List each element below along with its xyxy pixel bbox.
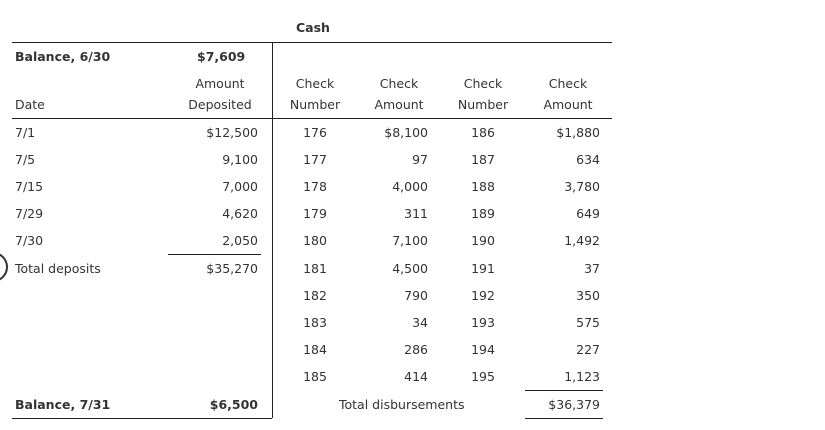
deposit-amount: 2,050 <box>222 233 258 248</box>
account-title: Cash <box>296 20 330 35</box>
check-number: 191 <box>471 261 495 276</box>
check-number: 180 <box>303 233 327 248</box>
check-amount: 286 <box>404 342 428 357</box>
check-amount: 311 <box>404 206 428 221</box>
check-number-header-1-line1: Check <box>295 76 335 91</box>
deposit-amount: $12,500 <box>206 125 258 140</box>
amount-header-line1: Amount <box>195 76 245 91</box>
total-disbursements-label: Total disbursements <box>339 397 465 412</box>
check-number-header-2-line1: Check <box>463 76 503 91</box>
check-amount: 634 <box>576 152 600 167</box>
check-number-header-2-line2: Number <box>457 97 509 112</box>
check-number: 176 <box>303 125 327 140</box>
deposits-total-rule <box>168 254 261 255</box>
check-number: 179 <box>303 206 327 221</box>
check-number: 193 <box>471 315 495 330</box>
check-amount-header-1-line2: Amount <box>374 97 424 112</box>
check-amount: 97 <box>412 152 428 167</box>
check-amount: 4,500 <box>392 261 428 276</box>
amount-header-line2: Deposited <box>188 97 252 112</box>
deposit-date: 7/30 <box>15 233 44 248</box>
check-number: 195 <box>471 369 495 384</box>
check-amount: 414 <box>404 369 428 384</box>
check-amount: 649 <box>576 206 600 221</box>
date-header: Date <box>15 97 45 112</box>
deposit-amount: 4,620 <box>222 206 258 221</box>
check-amount: 3,780 <box>564 179 600 194</box>
check-amount: 1,123 <box>564 369 600 384</box>
check-amount: 575 <box>576 315 600 330</box>
bottom-rule-right <box>525 418 603 419</box>
check-amount-header-1-line1: Check <box>379 76 419 91</box>
check-amount: $1,880 <box>556 125 600 140</box>
check-number: 186 <box>471 125 495 140</box>
check-amount: 4,000 <box>392 179 428 194</box>
check-number: 194 <box>471 342 495 357</box>
check-amount-header-2-line1: Check <box>548 76 588 91</box>
total-deposits-amount: $35,270 <box>206 261 258 276</box>
check-number: 188 <box>471 179 495 194</box>
check-number-header-1-line2: Number <box>289 97 341 112</box>
check-amount-header-2-line2: Amount <box>543 97 593 112</box>
total-deposits-label: Total deposits <box>15 261 101 276</box>
deposit-date: 7/15 <box>15 179 44 194</box>
deposit-amount: 7,000 <box>222 179 258 194</box>
check-amount: 34 <box>412 315 428 330</box>
check-number: 182 <box>303 288 327 303</box>
check-number: 184 <box>303 342 327 357</box>
check-number: 181 <box>303 261 327 276</box>
closing-balance-label: Balance, 7/31 <box>15 397 111 412</box>
check-number: 178 <box>303 179 327 194</box>
check-number: 183 <box>303 315 327 330</box>
header-rule <box>12 118 612 119</box>
circle-marker-icon <box>0 252 8 282</box>
top-rule <box>12 42 612 43</box>
bottom-rule-left <box>12 418 272 419</box>
check-number: 185 <box>303 369 327 384</box>
t-divider <box>272 42 273 418</box>
check-amount: 227 <box>576 342 600 357</box>
check-amount: 1,492 <box>564 233 600 248</box>
check-number: 192 <box>471 288 495 303</box>
check-number: 189 <box>471 206 495 221</box>
disbursements-total-rule <box>525 390 603 391</box>
check-amount: 37 <box>584 261 600 276</box>
opening-balance-label: Balance, 6/30 <box>15 49 111 64</box>
deposit-amount: 9,100 <box>222 152 258 167</box>
check-amount: 350 <box>576 288 600 303</box>
check-amount: $8,100 <box>384 125 428 140</box>
deposit-date: 7/5 <box>15 152 36 167</box>
check-number: 187 <box>471 152 495 167</box>
check-number: 177 <box>303 152 327 167</box>
check-number: 190 <box>471 233 495 248</box>
closing-balance-amount: $6,500 <box>209 397 258 412</box>
deposit-date: 7/29 <box>15 206 44 221</box>
deposit-date: 7/1 <box>15 125 36 140</box>
opening-balance-amount: $7,609 <box>197 49 246 64</box>
check-amount: 7,100 <box>392 233 428 248</box>
total-disbursements-amount: $36,379 <box>548 397 600 412</box>
check-amount: 790 <box>404 288 428 303</box>
